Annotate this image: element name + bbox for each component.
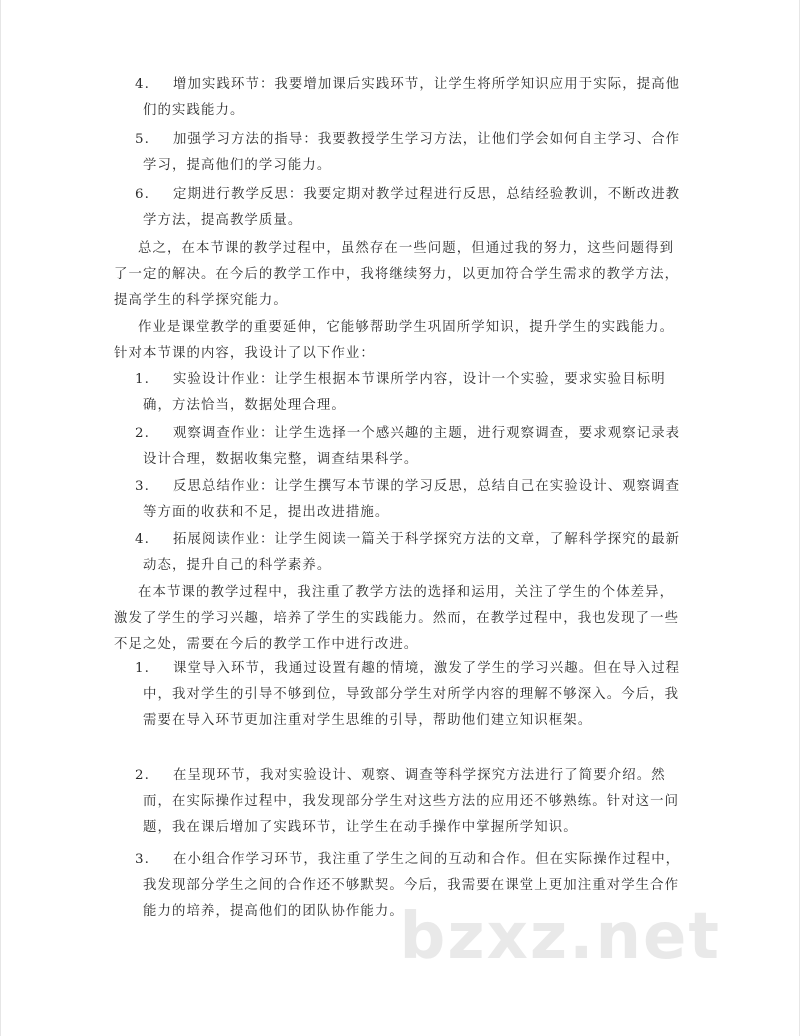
list-text: 观察调查作业：让学生选择一个感兴趣的主题，进行观察调查，要求观察记录表设计合理，数据收集完整，调查结果科学。 — [143, 426, 681, 467]
list-item — [135, 527, 688, 579]
list-number: 4. — [135, 532, 150, 547]
list-number: 3. — [135, 852, 150, 867]
list-item — [135, 182, 688, 234]
list-item — [135, 656, 688, 734]
list-item — [135, 421, 688, 473]
list-item — [135, 367, 688, 419]
paragraph: 作业是课堂教学的重要延伸，它能够帮助学生巩固所学知识，提升学生的实践能力。针对本节课的内容，我设计了以下作业： — [114, 320, 675, 361]
watermark: bzxz.net — [399, 900, 721, 974]
list-text: 课堂导入环节，我通过设置有趣的情境，激发了学生的学习兴趣。但在导入过程中，我对学生的引导不够到位，导致部分学生对所学内容的理解不够深入。今后，我需要在导入环节更加注重对学生思维的引导，帮助他们建立知识框架。 — [143, 661, 681, 728]
list-text: 增加实践环节：我要增加课后实践环节，让学生将所学知识应用于实际，提高他们的实践能力。 — [143, 77, 681, 118]
list-text: 在小组合作学习环节，我注重了学生之间的互动和合作。但在实际操作过程中，我发现部分学生之间的合作还不够默契。今后，我需要在课堂上更加注重对学生合作能力的培养，提高他们的团队协作能力。 — [143, 852, 681, 919]
list-text: 定期进行教学反思：我要定期对教学过程进行反思，总结经验教训，不断改进教学方法，提高教学质量。 — [143, 187, 681, 228]
paragraph: 在本节课的教学过程中，我注重了教学方法的选择和运用，关注了学生的个体差异，激发了学生的学习兴趣，培养了学生的实践能力。然而，在教学过程中，我也发现了一些不足之处，需要在今后的教学工作中进行改进。 — [114, 585, 680, 652]
list-number: 1. — [135, 661, 150, 676]
paragraph: 总之，在本节课的教学过程中，虽然存在一些问题，但通过我的努力，这些问题得到了一定的解决。在今后的教学工作中，我将继续努力，以更加符合学生需求的教学方法，提高学生的科学探究能力。 — [114, 241, 680, 308]
list-number: 4. — [135, 77, 150, 92]
list-number: 2. — [135, 426, 150, 441]
list-item — [135, 127, 688, 179]
list-text: 加强学习方法的指导：我要教授学生学习方法，让他们学会如何自主学习、合作学习，提高他们的学习能力。 — [143, 132, 681, 173]
list-text: 拓展阅读作业：让学生阅读一篇关于科学探究方法的文章，了解科学探究的最新动态，提升自己的科学素养。 — [143, 532, 681, 573]
list-number: 1. — [135, 372, 150, 387]
list-number: 6. — [135, 187, 150, 202]
list-item — [135, 72, 688, 124]
list-text: 反思总结作业：让学生撰写本节课的学习反思，总结自己在实验设计、观察调查等方面的收获和不足，提出改进措施。 — [143, 479, 681, 520]
list-text: 在呈现环节，我对实验设计、观察、调查等科学探究方法进行了简要介绍。然而，在实际操作过程中，我发现部分学生对这些方法的应用还不够熟练。针对这一问题，我在课后增加了实践环节，让学生在动手操作中掌握所学知识。 — [143, 768, 680, 835]
list-text: 实验设计作业：让学生根据本节课所学内容，设计一个实验，要求实验目标明确，方法恰当，数据处理合理。 — [143, 372, 666, 413]
list-number: 2. — [135, 768, 150, 783]
list-number: 3. — [135, 479, 150, 494]
list-item — [135, 763, 688, 841]
list-item — [135, 474, 688, 526]
list-number: 5. — [135, 132, 150, 147]
